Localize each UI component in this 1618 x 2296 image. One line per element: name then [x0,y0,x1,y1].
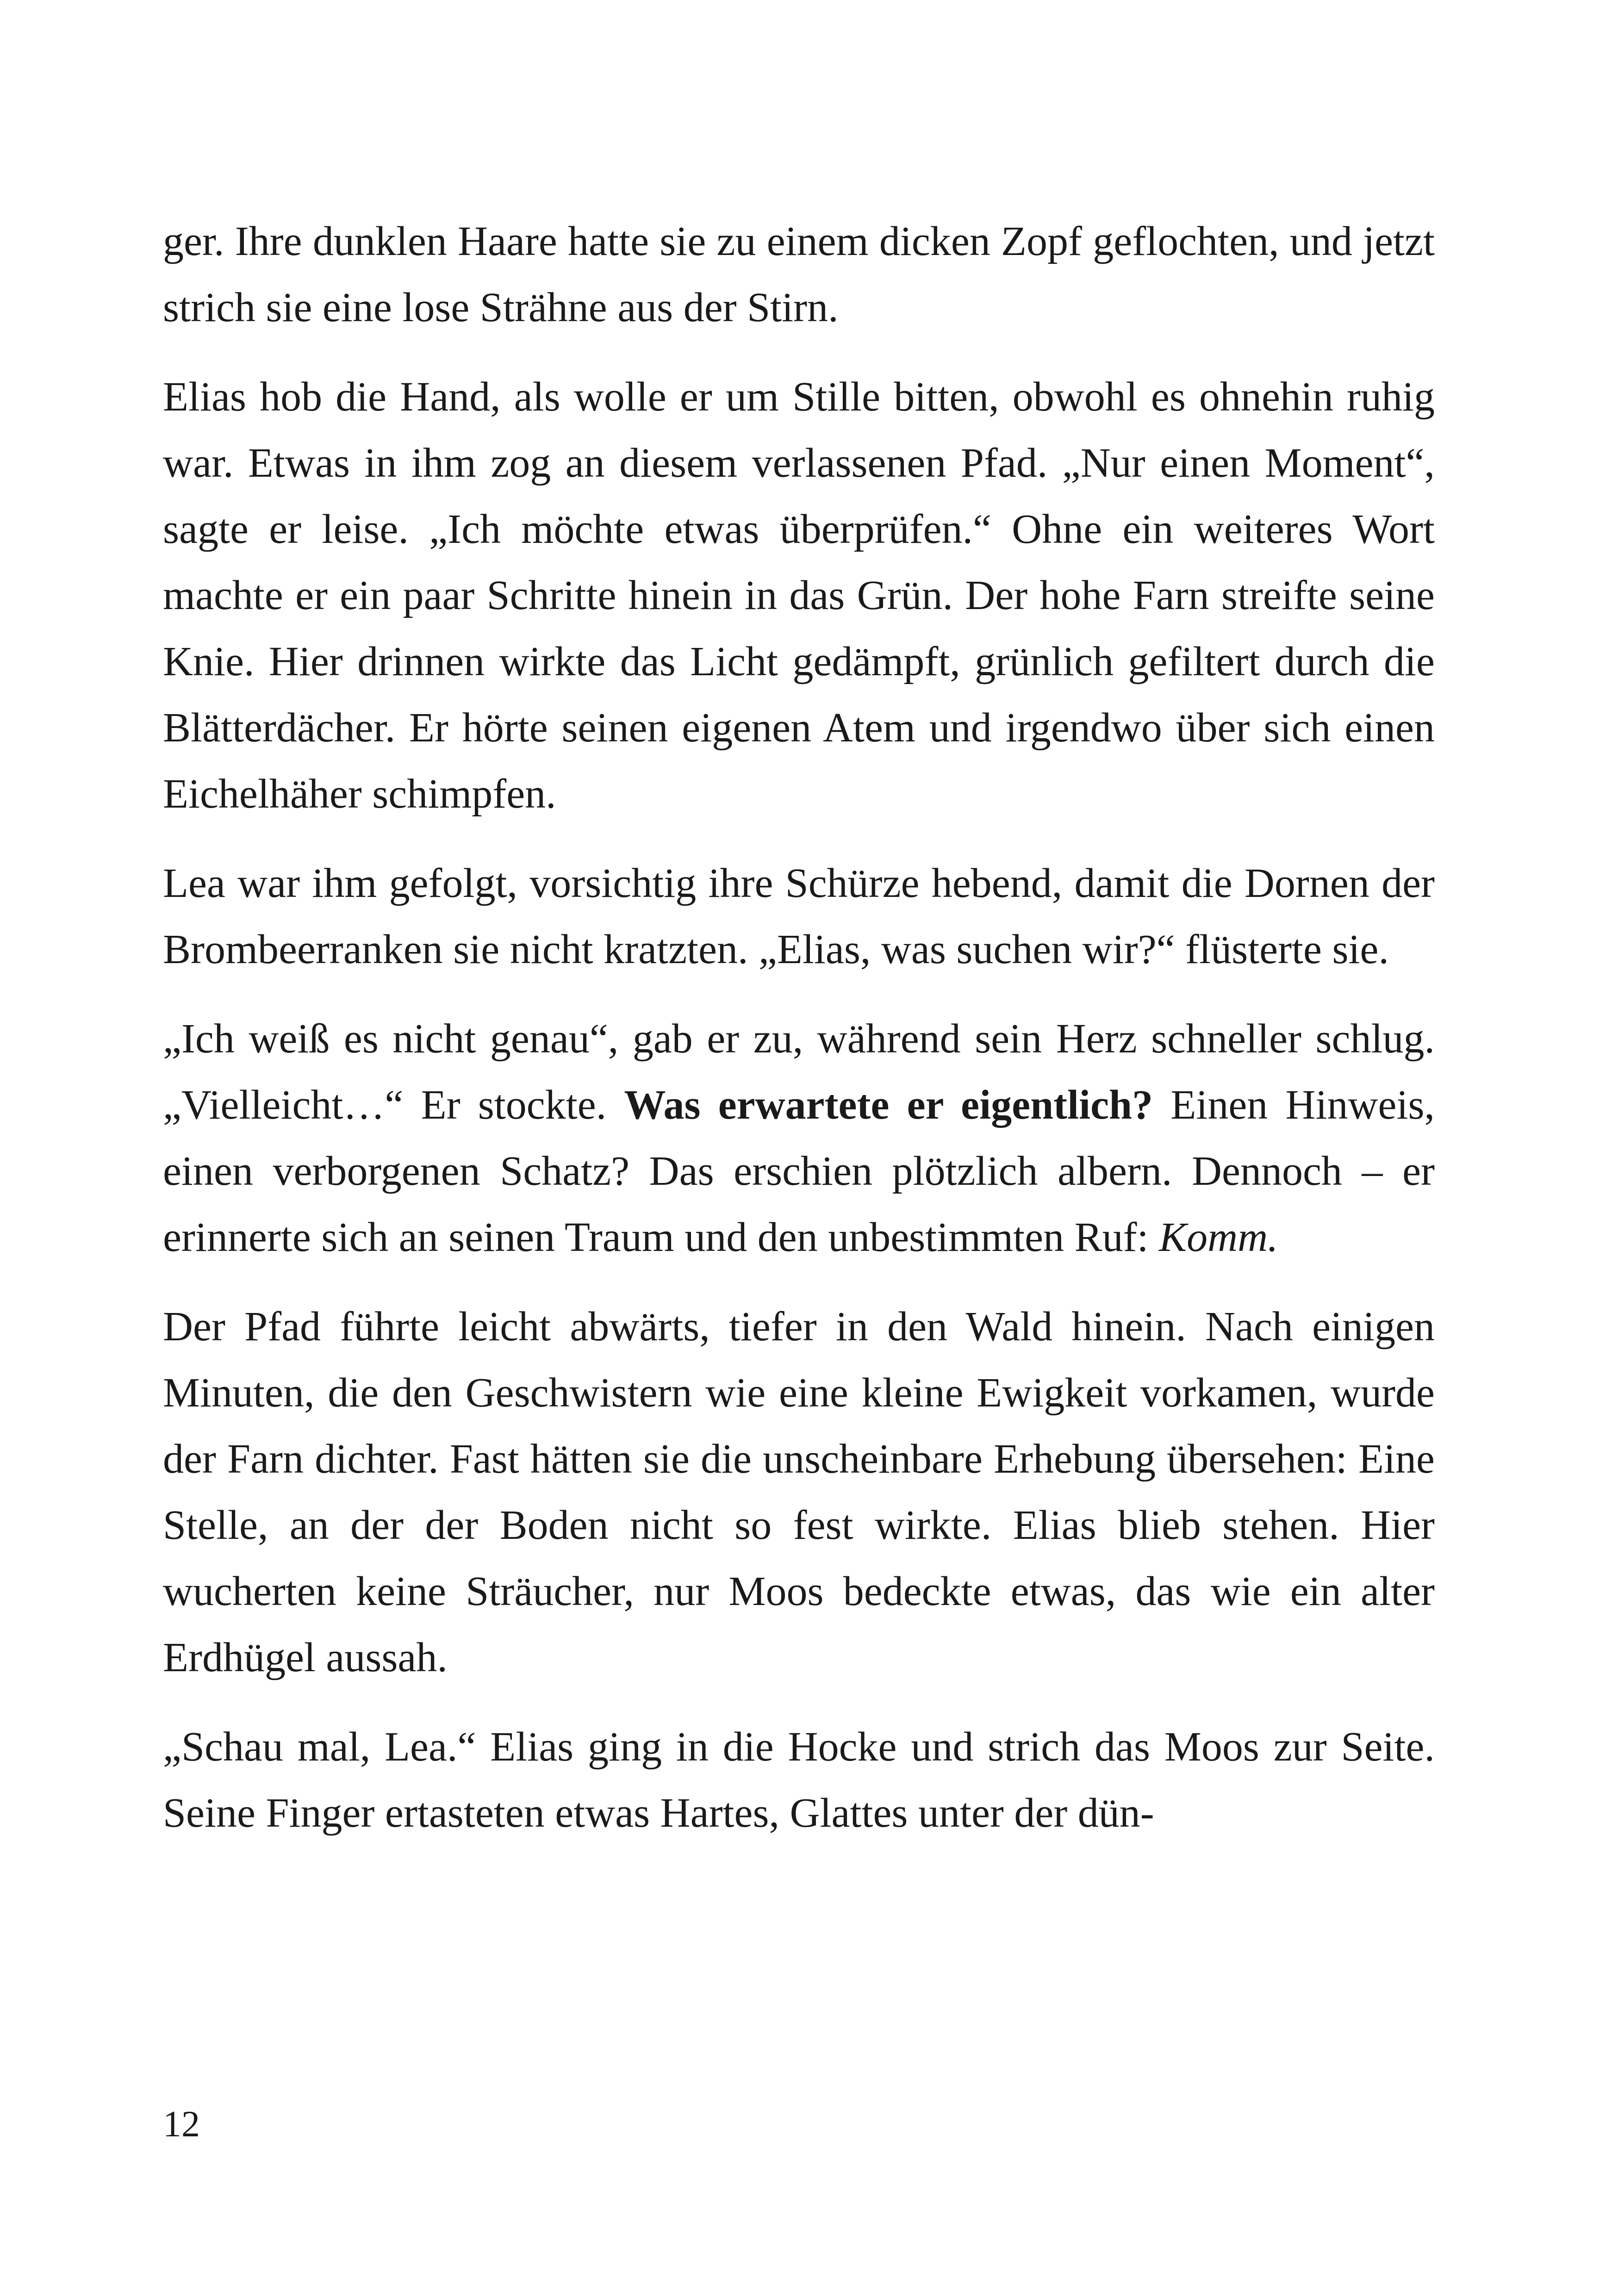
body-text [163,208,1435,1869]
paragraph [163,1714,1435,1846]
paragraph [163,1006,1435,1270]
text-run: „Schau mal, Lea.“ Elias ging in die Hocke und strich das Moos zur Seite. Seine Finger ertasteten etwas Hartes, Glattes unter der dün- [163,1724,1435,1836]
paragraph [163,364,1435,827]
bold-text-run: Was erwartete er eigentlich? [624,1082,1153,1128]
paragraph [163,1294,1435,1691]
text-run: Einen Hinweis, einen verborgenen Schatz? Das erschien plötzlich albern. Dennoch – er erinnerte sich an seinen Traum und den unbestimmten Ruf: [163,1082,1435,1260]
text-run: Lea war ihm gefolgt, vorsichtig ihre Schürze hebend, damit die Dornen der Brombeerranken sie nicht kratzten. „Elias, was suchen wir?“ flüsterte sie. [163,860,1435,972]
text-run: ger. Ihre dunklen Haare hatte sie zu einem dicken Zopf geflochten, und jetzt strich sie eine lose Strähne aus der Stirn. [163,218,1435,330]
text-run: Der Pfad führte leicht abwärts, tiefer in den Wald hinein. Nach einigen Minuten, die den Geschwistern wie eine kleine Ewigkeit vorkamen, wurde der Farn dichter. Fast hätten sie die unscheinbare Erhebung übersehen: Eine Stelle, an der der Boden nicht so fest wirkte. Elias blieb stehen. Hier wucherten keine Sträucher, nur Moos bedeckte etwas, das wie ein alter Erdhügel aussah. [163,1304,1435,1680]
paragraph [163,208,1435,341]
italic-text-run: Komm. [1159,1214,1278,1260]
text-run: „Ich weiß es nicht genau“, gab er zu, während sein Herz schneller schlug. „Vielleicht…“ Er stockte. [163,1016,1435,1128]
paragraph [163,850,1435,983]
text-run: Elias hob die Hand, als wolle er um Stille bitten, obwohl es ohnehin ruhig war. Etwas in ihm zog an diesem verlassenen Pfad. „Nur einen Moment“, sagte er leise. „Ich möchte etwas überprüfen.“ Ohne ein weiteres Wort machte er ein paar Schritte hinein in das Grün. Der hohe Farn streifte seine Knie. Hier drinnen wirkte das Licht gedämpft, grünlich gefiltert durch die Blätterdächer. Er hörte seinen eigenen Atem und irgendwo über sich einen Eichelhäher schimpfen. [163,374,1435,817]
page-number: 12 [163,2104,200,2145]
